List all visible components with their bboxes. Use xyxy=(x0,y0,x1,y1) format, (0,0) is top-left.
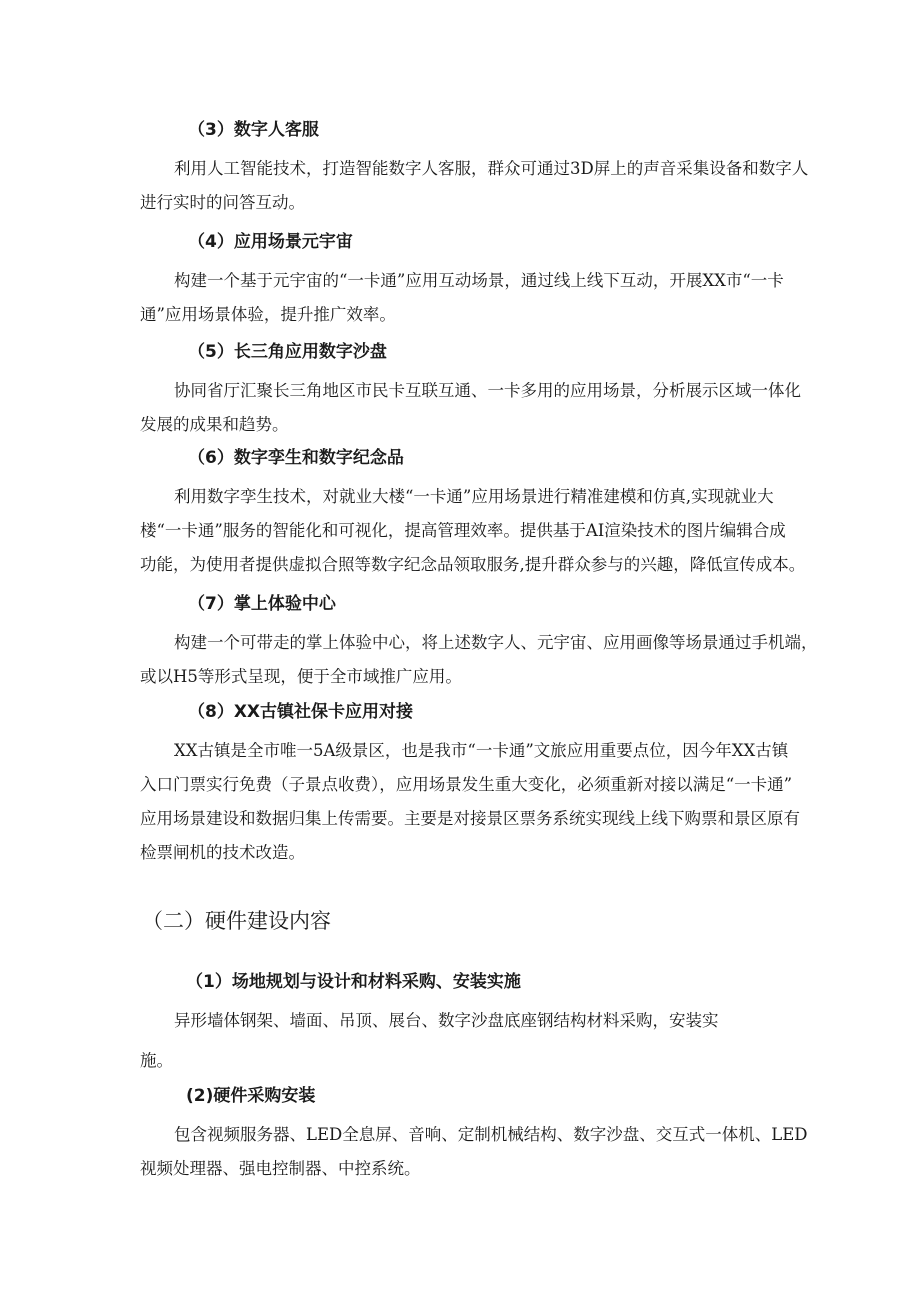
item-heading: （1）场地规划与设计和材料采购、安装实施 xyxy=(186,972,521,992)
text-line: 协同省厅汇聚长三角地区市民卡互联互通、一卡多用的应用场景，分析展示区域一体化 xyxy=(174,381,801,400)
item-heading: （5）长三角应用数字沙盘 xyxy=(188,342,387,362)
item-paragraph xyxy=(140,1004,824,1078)
item-paragraph xyxy=(140,374,824,442)
text-line: 功能，为使用者提供虚拟合照等数字纪念品领取服务,提升群众参与的兴趣，降低宣传成本。 xyxy=(140,555,806,574)
item-heading: （3）数字人客服 xyxy=(188,120,319,140)
item-paragraph xyxy=(140,1118,824,1186)
item-paragraph xyxy=(140,152,824,220)
item-paragraph xyxy=(140,734,834,870)
item-heading: （8）XX古镇社保卡应用对接 xyxy=(188,702,414,722)
text-line: 包含视频服务器、LED全息屏、音响、定制机械结构、数字沙盘、交互式一体机、LED xyxy=(174,1125,808,1144)
item-heading: (2)硬件采购安装 xyxy=(186,1086,316,1106)
text-line: 检票闸机的技术改造。 xyxy=(140,843,305,862)
text-line: 进行实时的问答互动。 xyxy=(140,193,305,212)
item-heading: （7）掌上体验中心 xyxy=(188,594,336,614)
item-paragraph xyxy=(140,626,824,694)
text-line: 入口门票实行免费（子景点收费），应用场景发生重大变化，必须重新对接以满足“一卡通” xyxy=(140,775,793,794)
text-line: 利用人工智能技术，打造智能数字人客服，群众可通过3D屏上的声音采集设备和数字人 xyxy=(174,159,809,178)
item-paragraph xyxy=(140,264,824,332)
text-line: 构建一个可带走的掌上体验中心，将上述数字人、元宇宙、应用画像等场景通过手机端， xyxy=(174,633,818,652)
text-line: 通”应用场景体验，提升推广效率。 xyxy=(140,305,396,324)
text-line: 构建一个基于元宇宙的“一卡通”应用互动场景，通过线上线下互动，开展XX市“一卡 xyxy=(174,271,784,290)
item-paragraph xyxy=(140,480,834,582)
text-line: 视频处理器、强电控制器、中控系统。 xyxy=(140,1159,421,1178)
text-line: 施。 xyxy=(140,1051,173,1070)
text-line: 应用场景建设和数据归集上传需要。主要是对接景区票务系统实现线上线下购票和景区原有 xyxy=(140,809,800,828)
text-line: 楼“一卡通”服务的智能化和可视化，提高管理效率。提供基于AI渲染技术的图片编辑合成 xyxy=(140,521,786,540)
text-line: 利用数字孪生技术，对就业大楼“一卡通”应用场景进行精准建模和仿真,实现就业大 xyxy=(174,487,774,506)
text-line: 异形墙体钢架、墙面、吊顶、展台、数字沙盘底座钢结构材料采购，安装实 xyxy=(174,1011,719,1030)
text-line: XX古镇是全市唯一5A级景区，也是我市“一卡通”文旅应用重要点位，因今年XX古镇 xyxy=(174,741,789,760)
item-heading: （6）数字孪生和数字纪念品 xyxy=(188,448,404,468)
item-heading: （4）应用场景元宇宙 xyxy=(188,232,353,252)
text-line: 或以H5等形式呈现，便于全市域推广应用。 xyxy=(140,667,462,686)
section-title: （二）硬件建设内容 xyxy=(142,909,331,933)
text-line: 发展的成果和趋势。 xyxy=(140,415,289,434)
